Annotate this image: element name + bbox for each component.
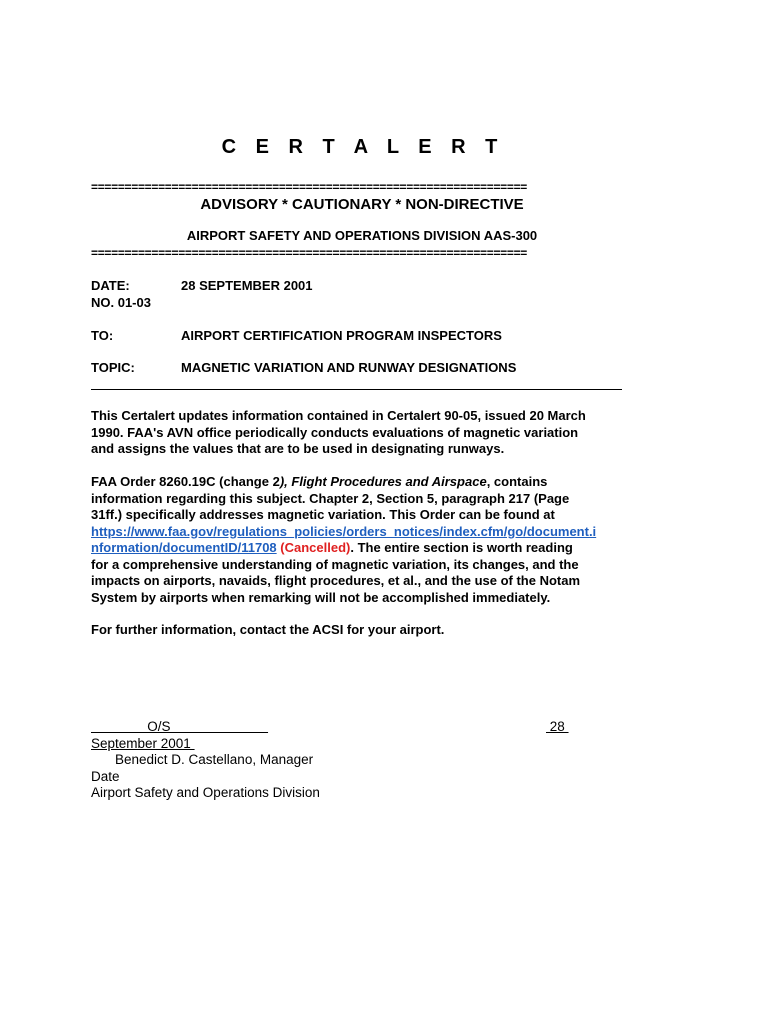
- order-tail-text: , contains: [486, 474, 548, 489]
- faa-order-link-part1[interactable]: https://www.faa.gov/regulations_policies/orders_notices/index.cfm/go/document.i: [91, 523, 597, 539]
- paragraph-contact: [91, 622, 651, 639]
- date-label: DATE:: [91, 278, 130, 293]
- paragraph-line: [91, 474, 651, 491]
- paragraph-order-reference: [91, 474, 651, 606]
- paragraph-intro: [91, 408, 651, 458]
- order-title-text: ), Flight Procedures and Airspace: [279, 474, 487, 489]
- paragraph-line: For further information, contact the ACSI for your airport.: [91, 622, 445, 637]
- paragraph-line: 31ff.) specifically addresses magnetic variation. This Order can be found at: [91, 507, 555, 522]
- paragraph-line: [91, 540, 651, 557]
- paragraph-line: System by airports when remarking will not be accomplished immediately.: [91, 589, 551, 605]
- to-value: AIRPORT CERTIFICATION PROGRAM INSPECTORS: [181, 328, 502, 343]
- document-title: C E R T A L E R T: [221, 136, 505, 158]
- signatory-division: Airport Safety and Operations Division: [91, 785, 320, 800]
- paragraph-tail-text: . The entire section is worth reading: [350, 540, 573, 555]
- faa-order-link-part2[interactable]: nformation/documentID/11708: [91, 540, 277, 555]
- separator-rule-top: =================================================================: [91, 180, 528, 194]
- paragraph-line: and assigns the values that are to be used in designating runways.: [91, 441, 505, 456]
- to-label: TO:: [91, 328, 114, 343]
- signature-date-day: 28: [546, 719, 569, 734]
- topic-underline-rule: [91, 389, 622, 390]
- paragraph-line: [91, 524, 651, 541]
- order-name-text: FAA Order 8260.19C (change 2: [91, 474, 280, 489]
- separator-rule-bottom: =================================================================: [91, 246, 528, 260]
- signature-date-label: Date: [91, 769, 120, 784]
- paragraph-line: 1990. FAA's AVN office periodically conducts evaluations of magnetic variation: [91, 424, 579, 440]
- paragraph-line: for a comprehensive understanding of magnetic variation, its changes, and the: [91, 556, 579, 572]
- paragraph-line: impacts on airports, navaids, flight procedures, et al., and the use of the Notam: [91, 573, 581, 588]
- certalert-number: NO. 01-03: [91, 295, 151, 310]
- signature-line: O/S: [91, 719, 269, 734]
- advisory-banner: ADVISORY * CAUTIONARY * NON-DIRECTIVE: [200, 196, 524, 213]
- topic-value: MAGNETIC VARIATION AND RUNWAY DESIGNATIONS: [181, 360, 517, 375]
- cancelled-label: (Cancelled): [276, 540, 351, 555]
- paragraph-line: information regarding this subject. Chapter 2, Section 5, paragraph 217 (Page: [91, 490, 570, 506]
- signature-date-month-year: September 2001: [91, 736, 195, 751]
- topic-label: TOPIC:: [91, 360, 135, 375]
- division-line: AIRPORT SAFETY AND OPERATIONS DIVISION AAS-300: [186, 228, 538, 243]
- date-value: 28 SEPTEMBER 2001: [181, 278, 313, 293]
- signatory-name: Benedict D. Castellano, Manager: [115, 752, 314, 767]
- paragraph-line: This Certalert updates information contained in Certalert 90-05, issued 20 March: [91, 408, 586, 423]
